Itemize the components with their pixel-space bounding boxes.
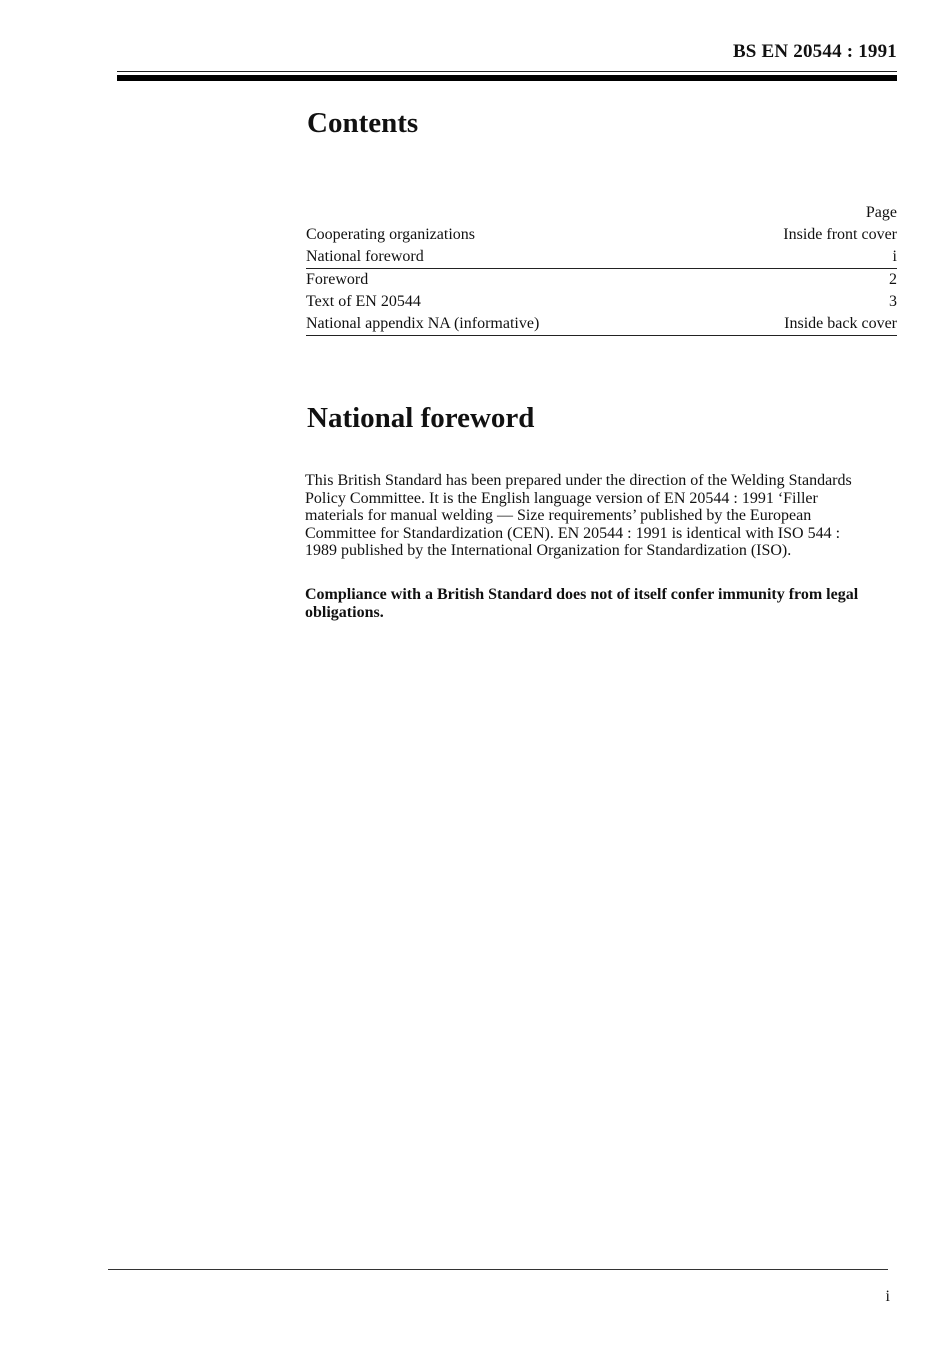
toc-entry-title: Foreword xyxy=(306,271,369,288)
toc-entry-page: Inside back cover xyxy=(784,315,897,332)
standard-identifier: BS EN 20544 : 1991 xyxy=(732,41,897,62)
contents-heading: Contents xyxy=(307,107,419,139)
table-of-contents xyxy=(306,201,897,336)
header-thin-rule xyxy=(117,71,897,72)
toc-entry-cooperating-organizations[interactable] xyxy=(306,224,897,246)
toc-entry-page: Inside front cover xyxy=(783,226,897,243)
toc-entry-page: 3 xyxy=(889,293,897,310)
national-foreword-heading: National foreword xyxy=(307,402,535,434)
footer-rule xyxy=(108,1269,888,1270)
toc-page-column-label: Page xyxy=(865,204,897,221)
toc-entry-national-foreword[interactable] xyxy=(306,246,897,269)
toc-entry-title: National appendix NA (informative) xyxy=(306,315,540,332)
toc-entry-title: Cooperating organizations xyxy=(306,226,475,243)
toc-entry-foreword[interactable] xyxy=(306,269,897,291)
page-number: i xyxy=(885,1288,890,1305)
toc-entry-page: i xyxy=(892,248,897,265)
header-thick-rule xyxy=(117,75,897,81)
toc-entry-page: 2 xyxy=(889,271,897,288)
compliance-statement: Compliance with a British Standard does not of itself confer immunity from legal obligations. xyxy=(305,586,859,621)
toc-entry-title: Text of EN 20544 xyxy=(306,293,421,310)
national-foreword-paragraph: This British Standard has been prepared under the direction of the Welding Standards Policy Committee. It is the English language version of EN 20544 : 1991 ‘Filler materials for manual welding — Size requirements’ published by the European Committee for Standardization (CEN). EN 20544 : 1991 is identical with ISO 544 : 1989 published by the International Organization for Standardization (ISO). xyxy=(305,472,852,559)
toc-entry-text-of-en[interactable] xyxy=(306,291,897,313)
toc-entry-national-appendix[interactable] xyxy=(306,313,897,336)
toc-entry-title: National foreword xyxy=(306,248,424,265)
